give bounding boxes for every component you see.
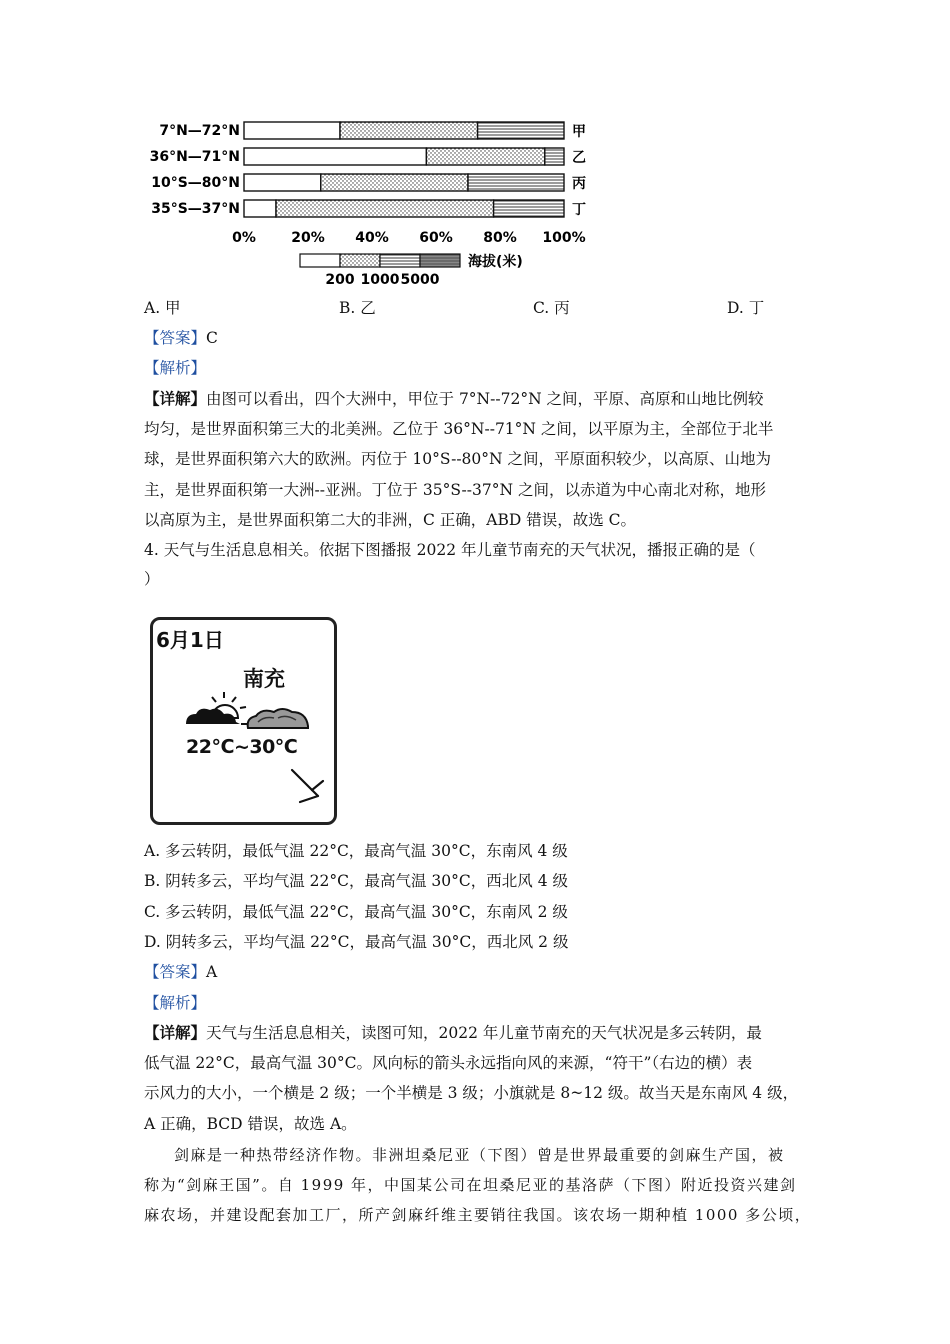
detail-line: 主，是世界面积第一大洲--亚洲。丁位于 35°S--37°N 之间，以赤道为中心南北对称，地形 <box>144 480 767 499</box>
bar-segment-200 <box>244 122 340 139</box>
detail-tag: 【详解】 <box>144 389 207 408</box>
q4-option-c: C. 多云转阴，最低气温 22°C，最高气温 30°C，东南风 2 级 <box>144 903 568 921</box>
bar-segment-1000 <box>426 148 544 165</box>
continent-label: 甲 <box>572 124 586 140</box>
bar-segment-1000 <box>340 122 478 139</box>
x-tick-label: 40% <box>355 230 389 246</box>
continent-label: 乙 <box>572 150 586 166</box>
legend-label: 200 <box>325 272 355 285</box>
legend-swatch <box>300 254 340 267</box>
answer-tag: 【答案】 <box>144 963 207 981</box>
detail-line: A 正确，BCD 错误，故选 A。 <box>144 1114 357 1133</box>
q4-detail <box>144 1018 812 1139</box>
passage-line: 麻农场，并建设配套加工厂，所产剑麻纤维主要销往我国。该农场一期种植 1000 多公顷， <box>144 1206 812 1224</box>
detail-tag: 【详解】 <box>144 1023 207 1042</box>
continent-label: 丁 <box>572 202 586 218</box>
q4-stem-end: ） <box>144 570 160 588</box>
x-tick-label: 0% <box>232 230 256 246</box>
legend-title: 海拔(米) <box>468 254 523 270</box>
bar-segment-5000 <box>468 174 564 191</box>
legend-swatch <box>420 254 460 267</box>
bar-segment-200 <box>244 148 426 165</box>
q4-option-a: A. 多云转阴，最低气温 22°C，最高气温 30°C，东南风 4 级 <box>144 842 568 860</box>
q3-option-a: A. 甲 <box>144 299 181 317</box>
legend-label: 1000 <box>360 272 400 285</box>
bar-segment-5000 <box>478 122 564 139</box>
bar-segment-1000 <box>276 200 494 217</box>
detail-line: 示风力的大小，一个横是 2 级；一个半横是 3 级；小旗就是 8~12 级。故当天是东南风 4 级， <box>144 1084 799 1103</box>
continent-label: 丙 <box>572 176 586 192</box>
q4-answer <box>144 957 217 987</box>
latitude-label: 7°N—72°N <box>159 123 240 139</box>
detail-line: 球，是世界面积第六大的欧洲。丙位于 10°S--80°N 之间，平原面积较少，以高原、山地为 <box>144 450 772 469</box>
answer-value: A <box>206 963 218 981</box>
detail-line: 均匀，是世界面积第三大的北美洲。乙位于 36°N--71°N 之间，以平原为主，全部位于北半 <box>144 420 774 439</box>
q3-answer <box>144 323 218 353</box>
answer-value: C <box>206 329 218 347</box>
latitude-label: 35°S—37°N <box>151 201 240 217</box>
answer-tag: 【答案】 <box>144 329 207 347</box>
bar-segment-5000 <box>545 148 564 165</box>
bar-segment-200 <box>244 174 321 191</box>
x-tick-label: 20% <box>291 230 325 246</box>
x-tick-label: 60% <box>419 230 453 246</box>
q3-analysis-tag: 【解析】 <box>144 359 207 377</box>
q4-analysis-tag: 【解析】 <box>144 994 207 1012</box>
q4-option-b: B. 阴转多云，平均气温 22°C，最高气温 30°C，西北风 4 级 <box>144 872 568 890</box>
legend-label: 5000 <box>400 272 440 285</box>
cloudy-to-overcast-icon <box>182 688 312 738</box>
detail-line: 由图可以看出，四个大洲中，甲位于 7°N--72°N 之间，平原、高原和山地比例较 <box>206 390 764 408</box>
detail-line: 低气温 22°C，最高气温 30°C。风向标的箭头永远指向风的来源，“符干”（右边的横）表 <box>144 1054 753 1073</box>
detail-line: 天气与生活息息相关，读图可知，2022 年儿童节南充的天气状况是多云转阴，最 <box>206 1024 762 1042</box>
q4-option-d: D. 阴转多云，平均气温 22°C，最高气温 30°C，西北风 2 级 <box>144 933 569 951</box>
weather-date: 6月1日 <box>156 628 224 652</box>
weather-temp: 22℃~30℃ <box>186 736 298 758</box>
detail-line: 以高原为主，是世界面积第二大的非洲，C 正确，ABD 错误，故选 C。 <box>144 510 637 529</box>
q3-detail <box>144 384 812 535</box>
passage-line: 称为“剑麻王国”。自 1999 年，中国某公司在坦桑尼亚的基洛萨（下图）附近投资兴建剑 <box>144 1176 797 1194</box>
bar-segment-1000 <box>321 174 468 191</box>
x-tick-label: 80% <box>483 230 517 246</box>
latitude-label: 10°S—80°N <box>151 175 240 191</box>
weather-city: 南充 <box>243 667 285 691</box>
passage-line: 剑麻是一种热带经济作物。非洲坦桑尼亚（下图）曾是世界最重要的剑麻生产国，被 <box>174 1146 785 1164</box>
x-tick-label: 100% <box>542 230 586 246</box>
q4-stem: 4. 天气与生活息息相关。依据下图播报 2022 年儿童节南充的天气状况，播报正确的是（ <box>144 541 756 559</box>
legend-swatch <box>380 254 420 267</box>
q3-option-b: B. 乙 <box>339 299 376 317</box>
bar-segment-200 <box>244 200 276 217</box>
wind-barb-icon <box>288 766 328 806</box>
q3-option-d: D. 丁 <box>727 299 765 317</box>
legend-swatch <box>340 254 380 267</box>
continent-altitude-chart <box>140 110 600 285</box>
bar-segment-5000 <box>494 200 564 217</box>
latitude-label: 36°N—71°N <box>149 149 240 165</box>
q3-option-c: C. 丙 <box>533 299 570 317</box>
